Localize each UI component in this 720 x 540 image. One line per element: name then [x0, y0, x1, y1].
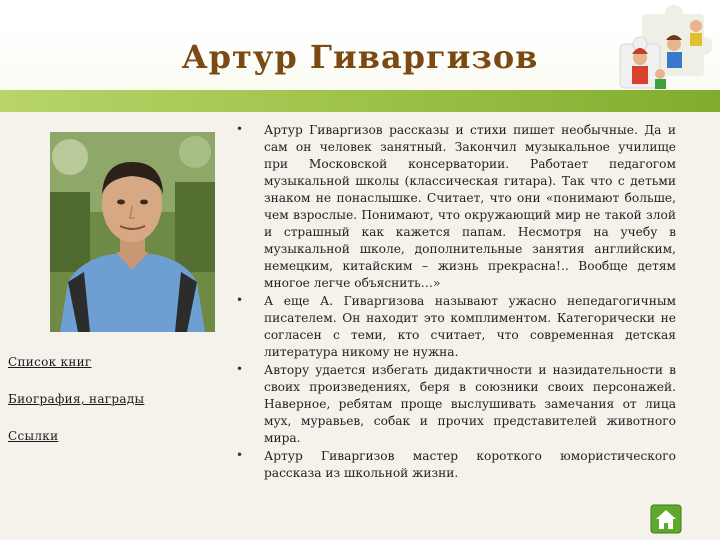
link-book-list[interactable]: Список книг	[8, 355, 92, 369]
bullet-dot-icon: •	[236, 122, 244, 136]
nav-links	[8, 355, 144, 466]
bullet-dot-icon: •	[236, 362, 244, 376]
bullet-dot-icon: •	[236, 293, 244, 307]
bullet-list	[236, 122, 676, 483]
bullet-item	[236, 362, 676, 447]
author-photo	[50, 132, 215, 332]
bullet-dot-icon: •	[236, 448, 244, 462]
bullet-item	[236, 122, 676, 292]
bullet-text: А еще А. Гиваргизова называют ужасно непедагогичным писателем. Он находит это комплиментом. Категорически не согласен с теми, кто считает, что современная детская литература никому не нужна.	[264, 294, 676, 359]
slide-title: Артур Гиваргизов	[181, 38, 539, 76]
home-icon[interactable]	[650, 504, 682, 534]
green-divider-bar	[0, 90, 720, 112]
bullet-text: Артур Гиваргизов рассказы и стихи пишет необычные. Да и сам он человек занятный. Закончил музыкальное училище при Московской консерватории. Работает педагогом музыкальной школы (классическая гитара). Так что с детьми знаком не понаслышке. Считает, что они «понимают больше, чем взрослые. Понимают, что окружающий мир не такой злой и страшный как кажется папам. Несмотря на учебу в музыкальной школе, дополнительные занятия английским, немецким, китайским – жизнь прекрасна!.. Вообще детям многое легче объяснить…»	[264, 123, 676, 290]
bullet-item	[236, 448, 676, 482]
link-links[interactable]: Ссылки	[8, 429, 59, 443]
puzzle-children-icon	[612, 4, 712, 92]
bullet-item	[236, 293, 676, 361]
bullet-text: Автору удается избегать дидактичности и назидательности в своих произведениях, беря в союзники своих персонажей. Наверное, ребятам проще выслушивать замечания от лица мух, муравьев, собак и прочих представителей животного мира.	[264, 363, 676, 445]
bullet-text: Артур Гиваргизов мастер короткого юмористического рассказа из школьной жизни.	[264, 449, 676, 480]
link-biography-awards[interactable]: Биография, награды	[8, 392, 145, 406]
